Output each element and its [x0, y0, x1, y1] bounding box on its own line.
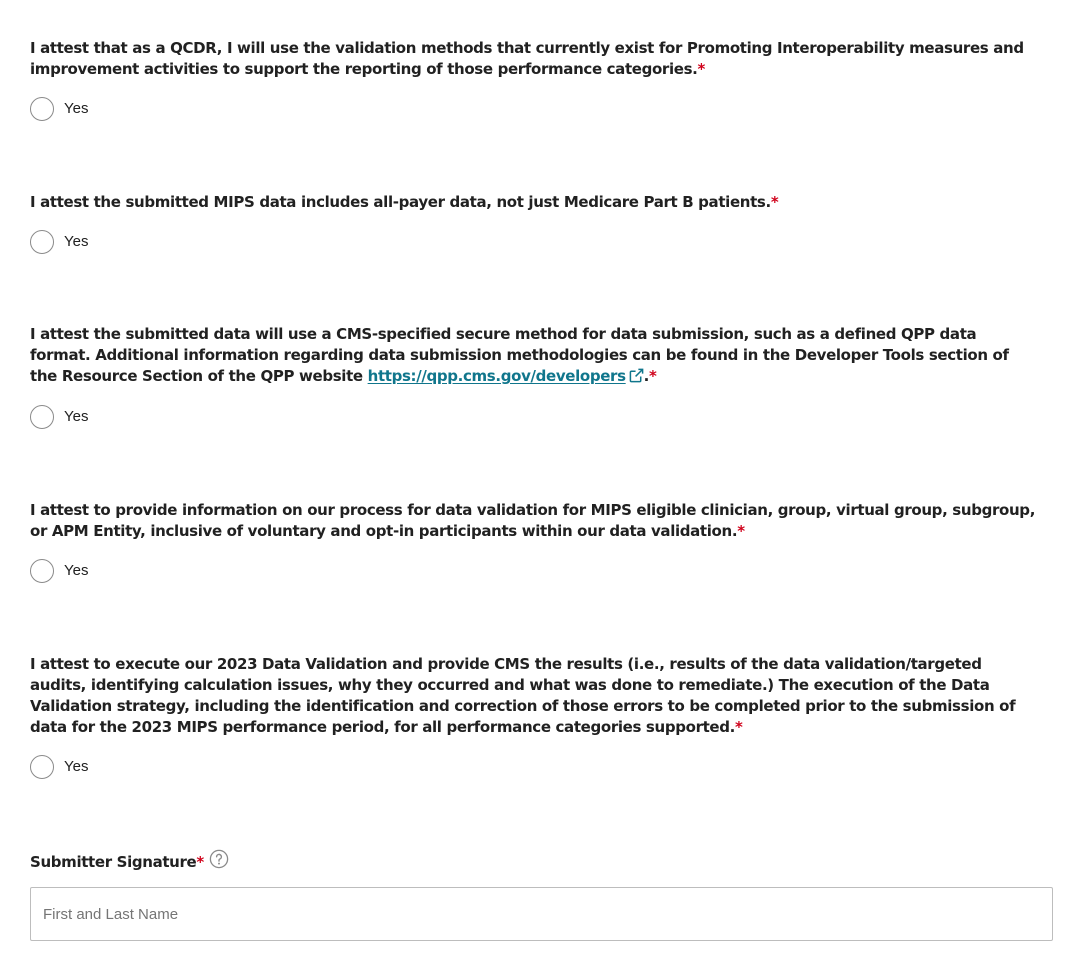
- option-label: Yes: [64, 562, 89, 579]
- required-asterisk: *: [697, 60, 706, 78]
- question-text: I attest to provide information on our process for data validation for MIPS eligible clinician, group, virtual group, subgroup, or APM Entity, inclusive of voluntary and opt-in participants within our data validation.*: [30, 501, 1036, 540]
- question-text: I attest the submitted MIPS data includes all-payer data, not just Medicare Part B patients.*: [30, 193, 779, 211]
- question-execute-validation: [30, 654, 1040, 738]
- required-asterisk: *: [770, 193, 779, 211]
- radio-button[interactable]: [30, 230, 54, 254]
- required-asterisk: *: [649, 367, 657, 385]
- option-yes-execute-validation[interactable]: [30, 755, 88, 779]
- question-all-payer-data: [30, 192, 1040, 213]
- signature-label: Submitter Signature*: [30, 853, 204, 871]
- option-label: Yes: [64, 758, 89, 775]
- question-qcdr-validation: [30, 38, 1040, 80]
- radio-button[interactable]: [30, 97, 54, 121]
- question-circle-icon[interactable]: [209, 849, 229, 869]
- option-label: Yes: [64, 233, 89, 250]
- question-text: I attest to execute our 2023 Data Validation and provide CMS the results (i.e., results of the data validation/targeted audits, identifying calculation issues, why they occurred and what was done to remediate.) The execution of the Data Validation strategy, including the identification and correction of those errors to be completed prior to the submission of data for the 2023 MIPS performance period, for all performance categories supported.*: [30, 655, 1016, 736]
- required-asterisk: *: [737, 522, 745, 540]
- developers-link[interactable]: https://qpp.cms.gov/developers: [367, 367, 626, 385]
- question-text: I attest that as a QCDR, I will use the validation methods that currently exist for Promoting Interoperability measures and improvement activities to support the reporting of those performance categories.*: [30, 39, 1024, 78]
- required-asterisk: *: [735, 718, 743, 736]
- radio-button[interactable]: [30, 559, 54, 583]
- option-yes-validation-process[interactable]: [30, 559, 88, 583]
- option-label: Yes: [64, 408, 89, 425]
- radio-button[interactable]: [30, 755, 54, 779]
- external-link-icon[interactable]: [629, 368, 644, 389]
- option-yes-secure-submission[interactable]: [30, 405, 88, 429]
- option-yes-all-payer-data[interactable]: [30, 230, 88, 254]
- signature-input[interactable]: [30, 887, 1053, 941]
- question-secure-submission: [30, 324, 1040, 389]
- option-yes-qcdr-validation[interactable]: [30, 97, 88, 121]
- radio-button[interactable]: [30, 405, 54, 429]
- required-asterisk: *: [196, 853, 204, 871]
- question-validation-process: [30, 500, 1040, 542]
- option-label: Yes: [64, 100, 89, 117]
- question-text: I attest the submitted data will use a CMS-specified secure method for data submission, such as a defined QPP data format. Additional information regarding data submission methodologies can be found in the Developer Tools section of the Resource Section of the QPP website https://qpp.cms.gov/developers .*: [30, 324, 1040, 389]
- signature-label-row: [30, 852, 229, 872]
